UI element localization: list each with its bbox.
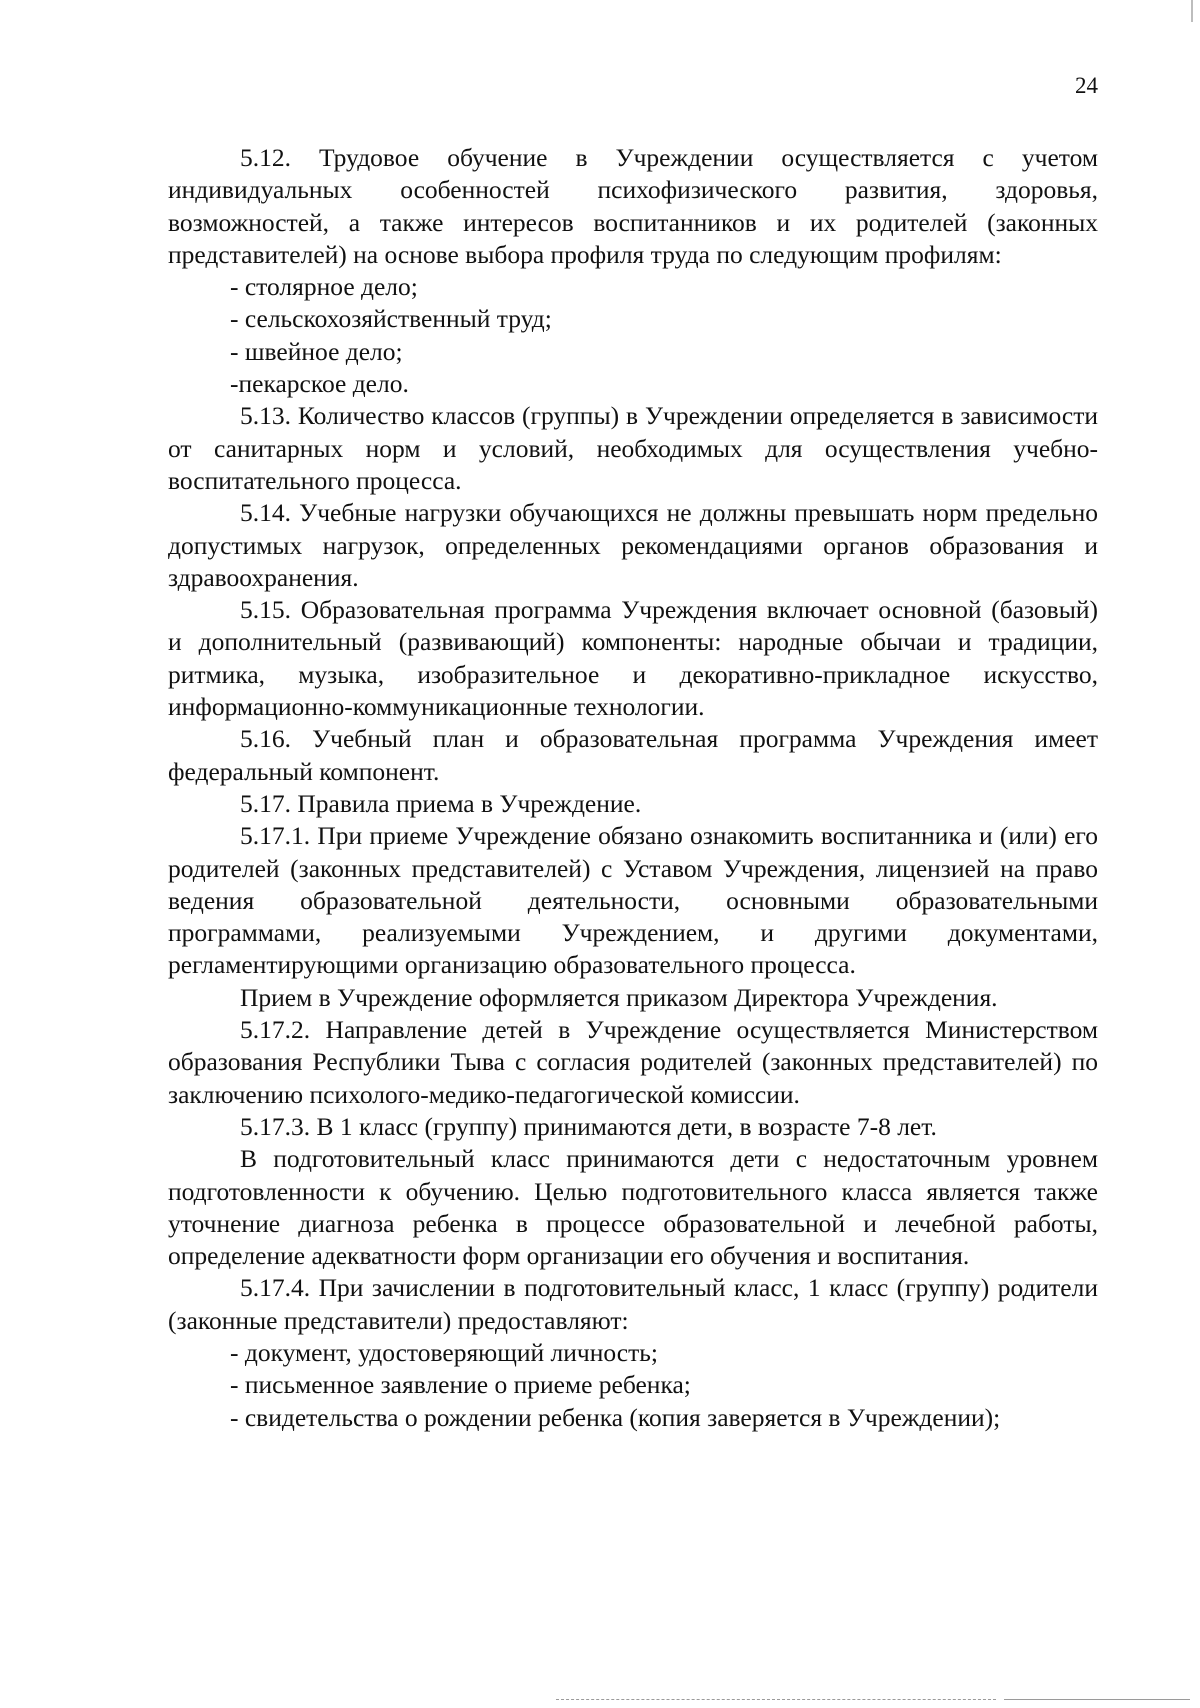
list-item-baking: -пекарское дело. (230, 369, 409, 399)
paragraph-5-13: 5.13. Количество классов (группы) в Учреждении определяется в зависимости от санитарных норм и условий, необходимых для осуществления учебно-воспитательного процесса. (168, 401, 1098, 495)
paragraph-5-17-3: 5.17.3. В 1 класс (группу) принимаются дети, в возрасте 7-8 лет. (240, 1111, 937, 1141)
bottom-scan-rule-right (1004, 1699, 1190, 1701)
paragraph-5-17-2: 5.17.2. Направление детей в Учреждение осуществляется Министерством образования Республики Тыва с согласия родителей (законных представителей) по заключению психолого-медико-педагогической комиссии. (168, 1015, 1098, 1109)
paragraph-preparatory-class: В подготовительный класс принимаются дети с недостаточным уровнем подготовленности к обучению. Целью подготовительного класса является также уточнение диагноза ребенка в процессе образовательной и лечебной работы, определение адекватности форм организации его обучения и воспитания. (168, 1144, 1098, 1271)
page-number: 24 (1075, 73, 1098, 98)
list-item-birth-certificate: - свидетельства о рождении ребенка (копия заверяется в Учреждении); (230, 1402, 1001, 1432)
paragraph-5-16: 5.16. Учебный план и образовательная программа Учреждения имеет федеральный компонент. (168, 724, 1098, 786)
paragraph-5-14: 5.14. Учебные нагрузки обучающихся не должны превышать норм предельно допустимых нагрузок, определенных рекомендациями органов образования и здравоохранения. (168, 498, 1098, 592)
paragraph-5-12: 5.12. Трудовое обучение в Учреждении осуществляется с учетом индивидуальных особенностей психофизического развития, здоровья, возможностей, а также интересов воспитанников и их родителей (законных представителей) на основе выбора профиля труда по следующим профилям: (168, 143, 1098, 269)
list-item-sewing: - швейное дело; (230, 336, 403, 366)
list-item-identity-document: - документ, удостоверяющий личность; (230, 1337, 658, 1367)
scan-edge-mark (1191, 0, 1193, 22)
paragraph-5-15: 5.15. Образовательная программа Учреждения включает основной (базовый) и дополнительный (развивающий) компоненты: народные обычаи и традиции, ритмика, музыка, изобразительное и декоративно-прикладное искусство, информационно-коммуникационные технологии. (168, 595, 1098, 722)
paragraph-5-17-1: 5.17.1. При приеме Учреждение обязано ознакомить воспитанника и (или) его родителей (законных представителей) с Уставом Учреждения, лицензией на право ведения образовательной деятельности, основными образовательными программами, реализуемыми Учреждением, и другими документами, регламентирующими организацию образовательного процесса. (168, 821, 1098, 980)
paragraph-5-17: 5.17. Правила приема в Учреждение. (240, 788, 642, 818)
list-item-written-application: - письменное заявление о приеме ребенка; (230, 1370, 691, 1400)
paragraph-admission-order: Прием в Учреждение оформляется приказом Директора Учреждения. (240, 982, 998, 1012)
list-item-agriculture: - сельскохозяйственный труд; (230, 304, 552, 334)
list-item-carpentry: - столярное дело; (230, 272, 418, 302)
paragraph-5-17-4: 5.17.4. При зачислении в подготовительный класс, 1 класс (группу) родители (законные представители) предоставляют: (168, 1273, 1098, 1335)
document-body (168, 142, 1098, 1434)
bottom-scan-rule (556, 1699, 996, 1701)
